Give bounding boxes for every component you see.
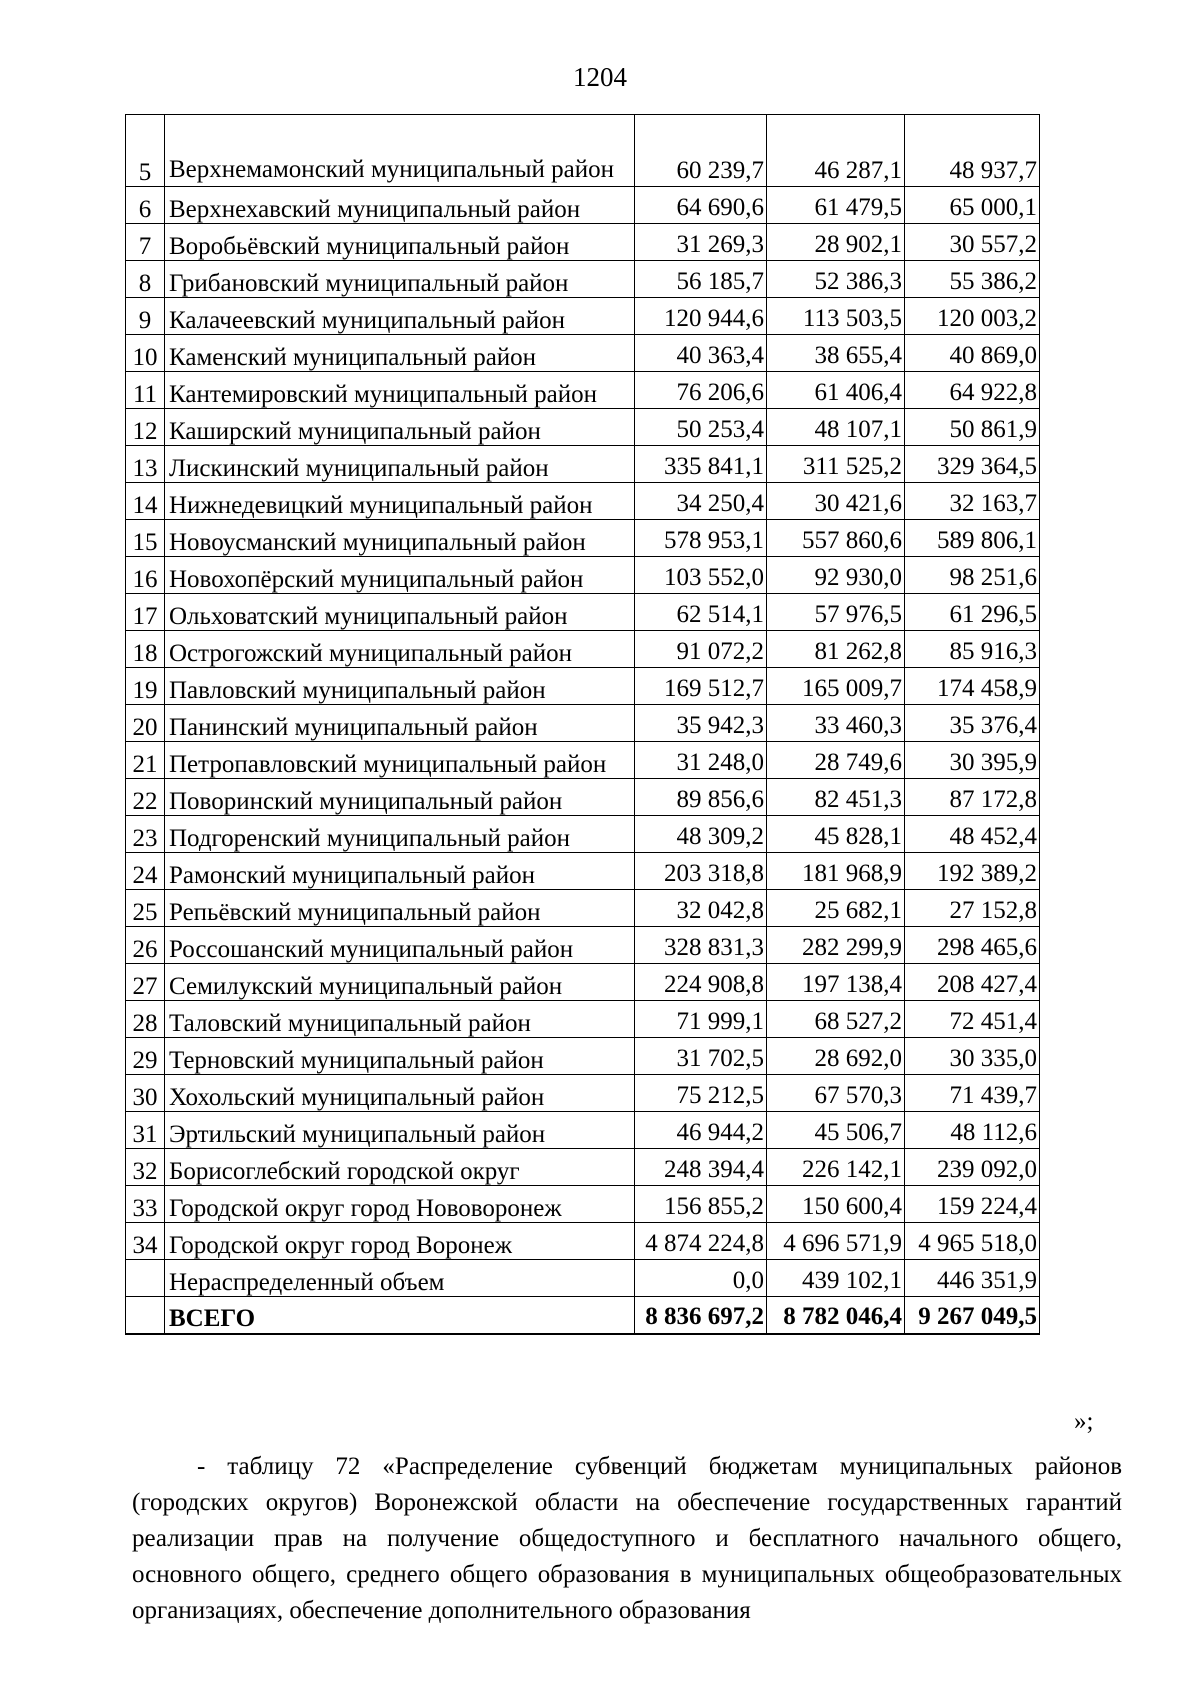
row-number: 29 (126, 1038, 165, 1075)
table-row (126, 446, 1040, 483)
district-name: Верхнехавский муниципальный район (165, 187, 635, 224)
table-row (126, 1223, 1040, 1260)
table-row (126, 372, 1040, 409)
value-col3: 30 335,0 (905, 1038, 1040, 1075)
value-col1: 64 690,6 (635, 187, 767, 224)
value-col3: 85 916,3 (905, 631, 1040, 668)
total-label: ВСЕГО (165, 1297, 635, 1334)
table-row (126, 816, 1040, 853)
value-col1: 56 185,7 (635, 261, 767, 298)
table-row (126, 853, 1040, 890)
value-col3: 298 465,6 (905, 927, 1040, 964)
table-row (126, 298, 1040, 335)
value-col3: 50 861,9 (905, 409, 1040, 446)
value-col1: 0,0 (635, 1260, 767, 1297)
table-row (126, 631, 1040, 668)
row-number: 30 (126, 1075, 165, 1112)
table-row (126, 1112, 1040, 1149)
table-row (126, 557, 1040, 594)
value-col3: 65 000,1 (905, 187, 1040, 224)
value-col3: 72 451,4 (905, 1001, 1040, 1038)
value-col1: 32 042,8 (635, 890, 767, 927)
value-col1: 224 908,8 (635, 964, 767, 1001)
value-col1: 91 072,2 (635, 631, 767, 668)
table-row (126, 779, 1040, 816)
value-col2: 226 142,1 (767, 1149, 905, 1186)
value-col3: 174 458,9 (905, 668, 1040, 705)
row-number: 21 (126, 742, 165, 779)
table-row (126, 483, 1040, 520)
value-col2: 92 930,0 (767, 557, 905, 594)
row-number: 32 (126, 1149, 165, 1186)
value-col2: 439 102,1 (767, 1260, 905, 1297)
row-number: 13 (126, 446, 165, 483)
value-col1: 50 253,4 (635, 409, 767, 446)
district-name: Семилукский муниципальный район (165, 964, 635, 1001)
table-row (126, 964, 1040, 1001)
table-row (126, 187, 1040, 224)
table-row (126, 1001, 1040, 1038)
value-col3: 27 152,8 (905, 890, 1040, 927)
row-number: 11 (126, 372, 165, 409)
row-number: 19 (126, 668, 165, 705)
district-name: Новоусманский муниципальный район (165, 520, 635, 557)
row-number: 8 (126, 261, 165, 298)
table-row (126, 224, 1040, 261)
district-name: Петропавловский муниципальный район (165, 742, 635, 779)
value-col1: 31 702,5 (635, 1038, 767, 1075)
district-name: Павловский муниципальный район (165, 668, 635, 705)
total-value-col1: 8 836 697,2 (635, 1297, 767, 1334)
district-name: Воробьёвский муниципальный район (165, 224, 635, 261)
value-col2: 33 460,3 (767, 705, 905, 742)
value-col3: 48 937,7 (905, 115, 1040, 187)
district-name: Лискинский муниципальный район (165, 446, 635, 483)
row-number: 10 (126, 335, 165, 372)
table-row (126, 335, 1040, 372)
table-row (126, 1149, 1040, 1186)
value-col3: 239 092,0 (905, 1149, 1040, 1186)
district-name: Таловский муниципальный район (165, 1001, 635, 1038)
value-col3: 446 351,9 (905, 1260, 1040, 1297)
district-name: Грибановский муниципальный район (165, 261, 635, 298)
value-col1: 75 212,5 (635, 1075, 767, 1112)
value-col1: 89 856,6 (635, 779, 767, 816)
row-number: 27 (126, 964, 165, 1001)
value-col1: 4 874 224,8 (635, 1223, 767, 1260)
value-col3: 87 172,8 (905, 779, 1040, 816)
row-number: 17 (126, 594, 165, 631)
value-col3: 32 163,7 (905, 483, 1040, 520)
row-number: 18 (126, 631, 165, 668)
district-name: Нижнедевицкий муниципальный район (165, 483, 635, 520)
value-col2: 282 299,9 (767, 927, 905, 964)
row-number: 22 (126, 779, 165, 816)
district-name: Панинский муниципальный район (165, 705, 635, 742)
district-name: Калачеевский муниципальный район (165, 298, 635, 335)
total-row (126, 1297, 1040, 1334)
value-col3: 40 869,0 (905, 335, 1040, 372)
district-name: Эртильский муниципальный район (165, 1112, 635, 1149)
row-number: 25 (126, 890, 165, 927)
table-row (126, 890, 1040, 927)
value-col2: 46 287,1 (767, 115, 905, 187)
district-name: Кантемировский муниципальный район (165, 372, 635, 409)
district-name: Новохопёрский муниципальный район (165, 557, 635, 594)
value-col3: 208 427,4 (905, 964, 1040, 1001)
value-col2: 557 860,6 (767, 520, 905, 557)
value-col2: 25 682,1 (767, 890, 905, 927)
district-name: Терновский муниципальный район (165, 1038, 635, 1075)
district-name: Борисоглебский городской округ (165, 1149, 635, 1186)
value-col2: 82 451,3 (767, 779, 905, 816)
row-number: 24 (126, 853, 165, 890)
value-col2: 165 009,7 (767, 668, 905, 705)
value-col2: 61 406,4 (767, 372, 905, 409)
value-col3: 61 296,5 (905, 594, 1040, 631)
district-name: Репьёвский муниципальный район (165, 890, 635, 927)
row-number: 5 (126, 115, 165, 187)
table-row (126, 261, 1040, 298)
value-col3: 71 439,7 (905, 1075, 1040, 1112)
value-col2: 150 600,4 (767, 1186, 905, 1223)
value-col1: 203 318,8 (635, 853, 767, 890)
value-col2: 30 421,6 (767, 483, 905, 520)
district-name: Нераспределенный объем (165, 1260, 635, 1297)
row-number: 16 (126, 557, 165, 594)
value-col1: 40 363,4 (635, 335, 767, 372)
table-row (126, 1186, 1040, 1223)
total-value-col3: 9 267 049,5 (905, 1297, 1040, 1334)
value-col1: 76 206,6 (635, 372, 767, 409)
value-col2: 38 655,4 (767, 335, 905, 372)
value-col1: 328 831,3 (635, 927, 767, 964)
table-row (126, 1038, 1040, 1075)
value-col1: 335 841,1 (635, 446, 767, 483)
row-number: 12 (126, 409, 165, 446)
value-col1: 62 514,1 (635, 594, 767, 631)
row-number: 6 (126, 187, 165, 224)
value-col3: 98 251,6 (905, 557, 1040, 594)
district-name: Рамонский муниципальный район (165, 853, 635, 890)
value-col2: 4 696 571,9 (767, 1223, 905, 1260)
value-col3: 589 806,1 (905, 520, 1040, 557)
body-paragraph: - таблицу 72 «Распределение субвенций бюджетам муниципальных районов (городских округов) Воронежской области на обеспечение государственных гарантий реализации прав на получение общедоступного и бесплатного начального общего, основного общего, среднего общего образования в муниципальных общеобразовательных организациях, обеспечение дополнительного образования (132, 1453, 1122, 1624)
row-number: 28 (126, 1001, 165, 1038)
value-col2: 52 386,3 (767, 261, 905, 298)
row-number (126, 1260, 165, 1297)
value-col3: 30 395,9 (905, 742, 1040, 779)
row-number: 26 (126, 927, 165, 964)
table-body (126, 115, 1040, 1334)
value-col1: 35 942,3 (635, 705, 767, 742)
table-row (126, 927, 1040, 964)
value-col1: 60 239,7 (635, 115, 767, 187)
total-number (126, 1297, 165, 1334)
district-name: Городской округ город Воронеж (165, 1223, 635, 1260)
value-col1: 169 512,7 (635, 668, 767, 705)
value-col2: 28 902,1 (767, 224, 905, 261)
value-col2: 197 138,4 (767, 964, 905, 1001)
row-number: 15 (126, 520, 165, 557)
district-name: Хохольский муниципальный район (165, 1075, 635, 1112)
value-col1: 31 269,3 (635, 224, 767, 261)
row-number: 34 (126, 1223, 165, 1260)
value-col2: 113 503,5 (767, 298, 905, 335)
value-col2: 28 749,6 (767, 742, 905, 779)
value-col1: 103 552,0 (635, 557, 767, 594)
table-row (126, 742, 1040, 779)
value-col2: 61 479,5 (767, 187, 905, 224)
district-name: Городской округ город Нововоронеж (165, 1186, 635, 1223)
district-name: Острогожский муниципальный район (165, 631, 635, 668)
value-col3: 30 557,2 (905, 224, 1040, 261)
value-col2: 45 506,7 (767, 1112, 905, 1149)
value-col3: 55 386,2 (905, 261, 1040, 298)
row-number: 20 (126, 705, 165, 742)
table-row (126, 705, 1040, 742)
page-number: 1204 (573, 62, 627, 92)
value-col2: 181 968,9 (767, 853, 905, 890)
value-col2: 68 527,2 (767, 1001, 905, 1038)
district-name: Верхнемамонский муниципальный район (165, 115, 635, 187)
value-col1: 34 250,4 (635, 483, 767, 520)
value-col2: 67 570,3 (767, 1075, 905, 1112)
value-col2: 311 525,2 (767, 446, 905, 483)
district-name: Россошанский муниципальный район (165, 927, 635, 964)
value-col3: 35 376,4 (905, 705, 1040, 742)
district-name: Каменский муниципальный район (165, 335, 635, 372)
district-name: Поворинский муниципальный район (165, 779, 635, 816)
value-col2: 57 976,5 (767, 594, 905, 631)
value-col2: 45 828,1 (767, 816, 905, 853)
table-row (126, 520, 1040, 557)
value-col1: 156 855,2 (635, 1186, 767, 1223)
value-col1: 46 944,2 (635, 1112, 767, 1149)
row-number: 31 (126, 1112, 165, 1149)
row-number: 33 (126, 1186, 165, 1223)
value-col1: 120 944,6 (635, 298, 767, 335)
value-col3: 329 364,5 (905, 446, 1040, 483)
table-row (126, 1075, 1040, 1112)
row-number: 23 (126, 816, 165, 853)
table-row (126, 115, 1040, 187)
district-name: Каширский муниципальный район (165, 409, 635, 446)
value-col2: 81 262,8 (767, 631, 905, 668)
table-row (126, 1260, 1040, 1297)
table-row (126, 409, 1040, 446)
value-col1: 31 248,0 (635, 742, 767, 779)
value-col3: 120 003,2 (905, 298, 1040, 335)
row-number: 7 (126, 224, 165, 261)
budget-table (125, 114, 1040, 1335)
closing-quote: »; (1074, 1408, 1094, 1435)
value-col3: 64 922,8 (905, 372, 1040, 409)
value-col2: 48 107,1 (767, 409, 905, 446)
value-col1: 578 953,1 (635, 520, 767, 557)
row-number: 9 (126, 298, 165, 335)
value-col3: 4 965 518,0 (905, 1223, 1040, 1260)
total-value-col2: 8 782 046,4 (767, 1297, 905, 1334)
district-name: Ольховатский муниципальный район (165, 594, 635, 631)
value-col1: 48 309,2 (635, 816, 767, 853)
value-col3: 192 389,2 (905, 853, 1040, 890)
table-row (126, 668, 1040, 705)
district-name: Подгоренский муниципальный район (165, 816, 635, 853)
row-number: 14 (126, 483, 165, 520)
value-col1: 71 999,1 (635, 1001, 767, 1038)
table-row (126, 594, 1040, 631)
value-col3: 48 452,4 (905, 816, 1040, 853)
value-col3: 48 112,6 (905, 1112, 1040, 1149)
value-col2: 28 692,0 (767, 1038, 905, 1075)
value-col1: 248 394,4 (635, 1149, 767, 1186)
value-col3: 159 224,4 (905, 1186, 1040, 1223)
